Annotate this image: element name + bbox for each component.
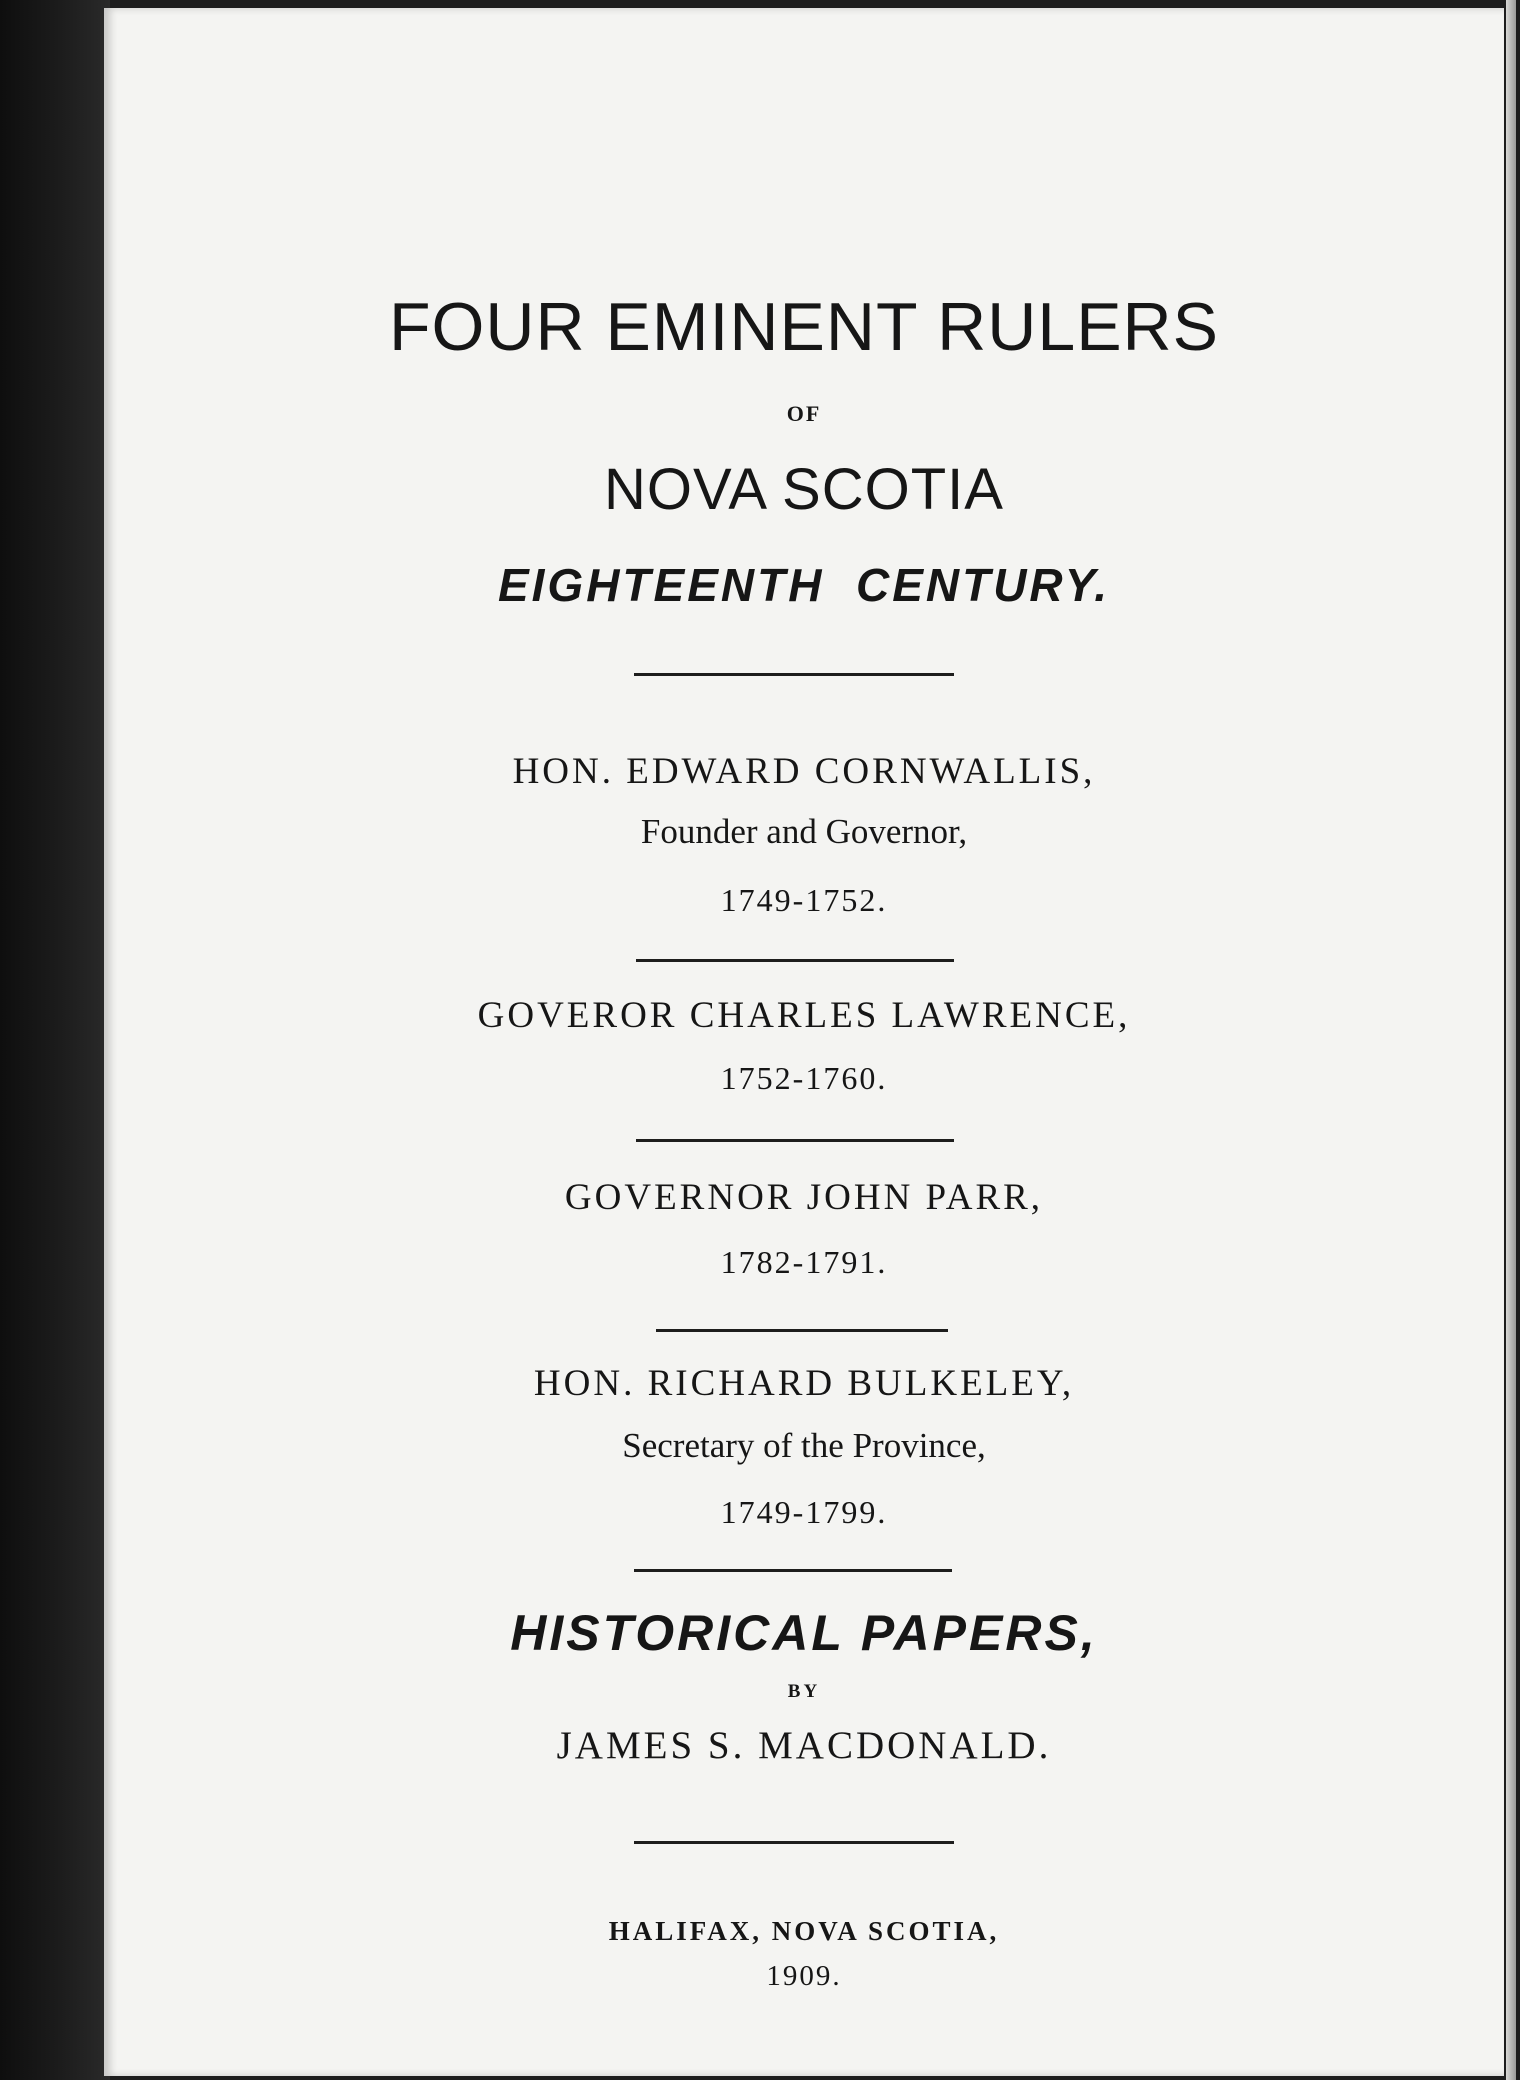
by-label: BY [787, 1681, 821, 1702]
imprint-year: 1909. [766, 1960, 842, 1992]
divider-rule [634, 1841, 954, 1844]
title-century: EIGHTEENTH CENTURY. [497, 559, 1111, 611]
ruler-name: HON. RICHARD BULKELEY, [533, 1363, 1075, 1404]
divider-rule [634, 1569, 952, 1572]
ruler-years: 1752-1760. [720, 1060, 888, 1096]
divider-rule [656, 1329, 948, 1332]
ruler-name: GOVEROR CHARLES LAWRENCE, [477, 995, 1131, 1036]
title-of: OF [786, 401, 822, 426]
title-nova-scotia: NOVA SCOTIA [604, 457, 1004, 522]
divider-rule [636, 959, 954, 962]
ruler-years: 1749-1752. [720, 882, 888, 918]
title-main: FOUR EMINENT RULERS [388, 289, 1220, 365]
ruler-years: 1782-1791. [720, 1244, 888, 1280]
historical-papers-heading: HISTORICAL PAPERS, [510, 1605, 1098, 1661]
imprint-place: HALIFAX, NOVA SCOTIA, [608, 1916, 1000, 1946]
page-edge [1506, 0, 1516, 2080]
divider-rule [634, 673, 954, 676]
ruler-role: Secretary of the Province, [622, 1426, 986, 1465]
title-page [104, 8, 1504, 2076]
ruler-name: HON. EDWARD CORNWALLIS, [512, 751, 1096, 792]
author-name: JAMES S. MACDONALD. [556, 1724, 1052, 1767]
ruler-name: GOVERNOR JOHN PARR, [564, 1177, 1044, 1218]
ruler-role: Founder and Governor, [640, 812, 968, 851]
ruler-years: 1749-1799. [720, 1494, 888, 1530]
book-spine [0, 0, 110, 2080]
divider-rule [636, 1139, 954, 1142]
